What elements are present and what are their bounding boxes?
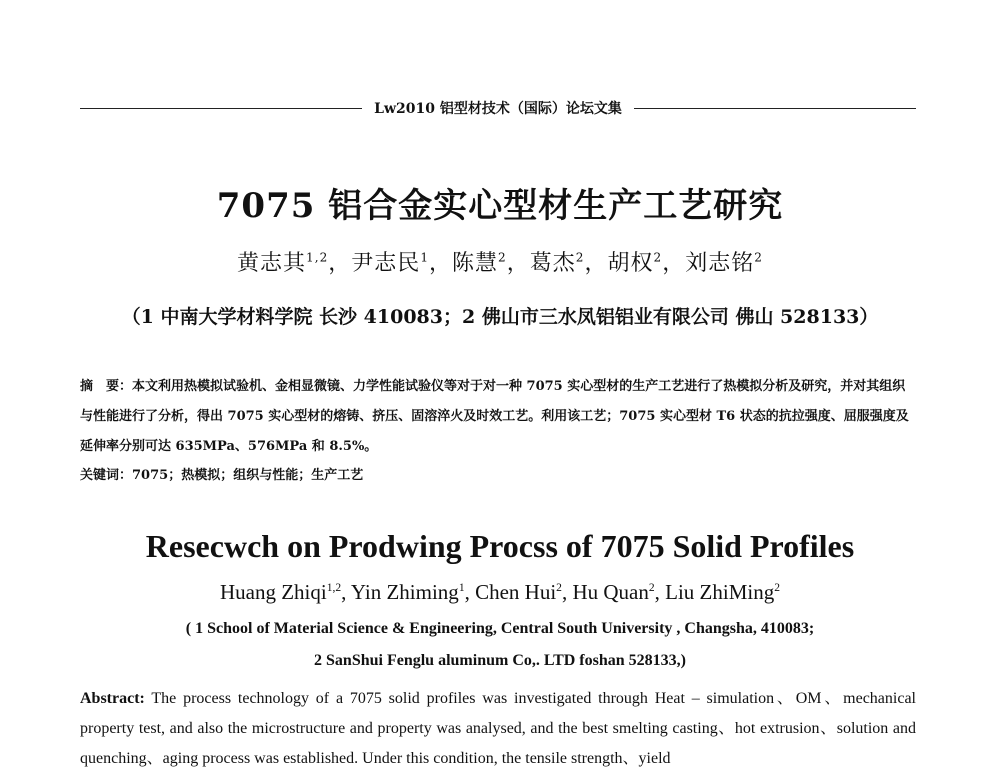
author-affiliation-mark: 1 bbox=[420, 250, 430, 265]
running-title: Lw2010 铝型材技术（国际）论坛文集 bbox=[374, 101, 622, 117]
chinese-affiliation: （1 中南大学材料学院 长沙 410083；2 佛山市三水凤铝铝业有限公司 佛山 528133） bbox=[121, 306, 879, 328]
header-rule-right bbox=[634, 108, 916, 109]
author-affiliation-mark: 1,2 bbox=[326, 582, 342, 594]
author bbox=[572, 580, 654, 604]
author bbox=[351, 251, 429, 276]
author bbox=[475, 580, 562, 604]
chinese-title: 7075 铝合金实心型材生产工艺研究 bbox=[216, 186, 784, 226]
english-affiliation-line-2: 2 SanShui Fenglu aluminum Co,. LTD foshan 528133,) bbox=[314, 652, 686, 669]
author-affiliation-mark: 2 bbox=[774, 582, 781, 594]
author bbox=[530, 251, 585, 276]
author-affiliation-mark: 2 bbox=[556, 582, 562, 594]
author-separator: , bbox=[464, 580, 476, 604]
author-affiliation-mark: 2 bbox=[648, 582, 655, 594]
author-separator: , bbox=[341, 580, 351, 604]
english-affiliation-line-1: ( 1 School of Material Science & Engineering, Central South University , Changsha, 410083; bbox=[185, 620, 815, 637]
author bbox=[452, 251, 507, 276]
author-name: Chen Hui bbox=[475, 580, 557, 604]
author bbox=[665, 580, 780, 604]
author bbox=[685, 251, 763, 276]
author bbox=[220, 580, 341, 604]
header-rule-left bbox=[80, 108, 362, 109]
author bbox=[608, 251, 663, 276]
author-name: Huang Zhiqi bbox=[219, 580, 327, 604]
author-separator: ， bbox=[584, 251, 608, 276]
english-abstract bbox=[80, 684, 916, 774]
author-name: 刘志铭 bbox=[685, 251, 755, 276]
author-affiliation-mark: 2 bbox=[498, 250, 507, 265]
author-name: 尹志民 bbox=[351, 251, 421, 276]
author bbox=[237, 251, 328, 276]
author-name: 陈慧 bbox=[452, 251, 499, 276]
author-separator: , bbox=[561, 580, 573, 604]
chinese-keywords bbox=[80, 464, 916, 483]
author-name: 胡权 bbox=[607, 251, 654, 276]
author-affiliation-mark: 2 bbox=[653, 250, 663, 265]
chinese-keywords-label: 关键词： bbox=[80, 468, 133, 483]
english-abstract-label: Abstract: bbox=[80, 690, 145, 707]
author-name: Yin Zhiming bbox=[350, 580, 459, 604]
author-affiliation-mark: 1,2 bbox=[306, 250, 329, 265]
english-title: Resecwch on Prodwing Procss of 7075 Solid Profiles bbox=[145, 528, 855, 564]
author-separator: , bbox=[654, 580, 666, 604]
author-name: Hu Quan bbox=[572, 580, 649, 604]
author-name: Liu ZhiMing bbox=[665, 580, 775, 604]
author-separator: ， bbox=[429, 251, 453, 276]
author-affiliation-mark: 1 bbox=[458, 582, 465, 594]
chinese-keywords-text: 7075；热模拟；组织与性能；生产工艺 bbox=[132, 468, 364, 483]
author-separator: ， bbox=[662, 251, 686, 276]
chinese-abstract-label: 摘 要： bbox=[80, 379, 133, 394]
running-header bbox=[80, 96, 916, 120]
author-name: 黄志其 bbox=[237, 251, 307, 276]
chinese-authors bbox=[0, 246, 1000, 277]
english-authors bbox=[0, 580, 1000, 605]
author-separator: ， bbox=[328, 251, 352, 276]
english-abstract-text: The process technology of a 7075 solid profiles was investigated through Heat – simulation、OM、mechanical property test, and also the microstructure and property was analysed, and the best smelting casting、hot extrusion、solution and quenching、aging process was established. Under this condition, the tensile strength、yield bbox=[80, 690, 916, 767]
author-name: 葛杰 bbox=[529, 251, 576, 276]
author-affiliation-mark: 2 bbox=[754, 250, 763, 265]
author-affiliation-mark: 2 bbox=[575, 250, 585, 265]
chinese-abstract-text: 本文利用热模拟试验机、金相显微镜、力学性能试验仪等对于对一种 7075 实心型材的生产工艺进行了热模拟分析及研究，并对其组织与性能进行了分析，得出 7075 实心型材的熔铸、挤压、固溶淬火及时效工艺。利用该工艺；7075 实心型材 T6 状态的抗拉强度、屈服强度及延伸率分别可达 635MPa、576MPa 和 8.5%。 bbox=[80, 379, 909, 454]
author-separator: ， bbox=[506, 251, 530, 276]
chinese-abstract bbox=[80, 372, 916, 462]
author bbox=[351, 580, 465, 604]
